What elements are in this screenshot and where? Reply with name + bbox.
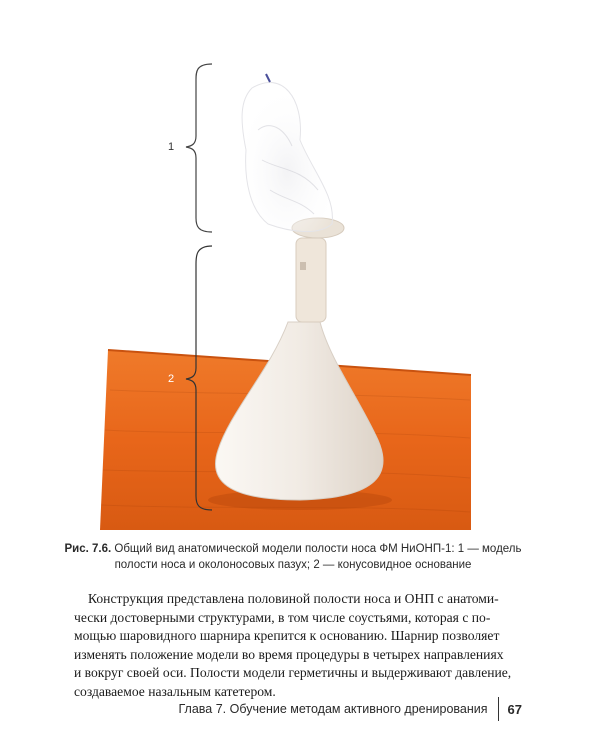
caption-text-1: Общий вид анатомической модели полости носа ФМ НиОНП-1: 1 — модель: [114, 543, 522, 555]
model-neck: [296, 238, 326, 322]
neck-screw: [300, 262, 306, 270]
caption-lead: Рис. 7.6.: [64, 543, 112, 555]
label-1: 1: [168, 141, 175, 153]
chapter-title: Глава 7. Обучение методам активного дренирования: [178, 702, 488, 716]
model-marker: [266, 74, 270, 82]
body-line: изменять положение модели во время процедуры в четырех направлениях: [74, 646, 504, 662]
label-2: 2: [168, 373, 175, 385]
footer-divider: [498, 697, 499, 721]
caption-line-1: [58, 541, 528, 557]
body-line: мощью шаровидного шарнира крепится к основанию. Шарнир позволяет: [74, 628, 500, 644]
body-line: создаваемое назальным катетером.: [74, 683, 276, 699]
page-number: 67: [507, 701, 522, 717]
caption-line-2: полости носа и околоносовых пазух; 2 — конусовидное основание: [114, 559, 472, 571]
body-line: и вокруг своей оси. Полости модели герметичны и выдерживают давление,: [74, 665, 512, 681]
figure-caption: [58, 541, 528, 573]
nose-cavity-model: [242, 82, 332, 231]
body-line: чески достоверными структурами, в том числе соустьями, которая с по-: [74, 609, 491, 625]
body-line: Конструкция представлена половиной полости носа и ОНП с анатоми-: [88, 591, 499, 606]
page-footer: [178, 697, 522, 721]
body-paragraph: [74, 590, 526, 702]
cone-base: [215, 322, 383, 500]
bracket-1: [186, 64, 212, 232]
